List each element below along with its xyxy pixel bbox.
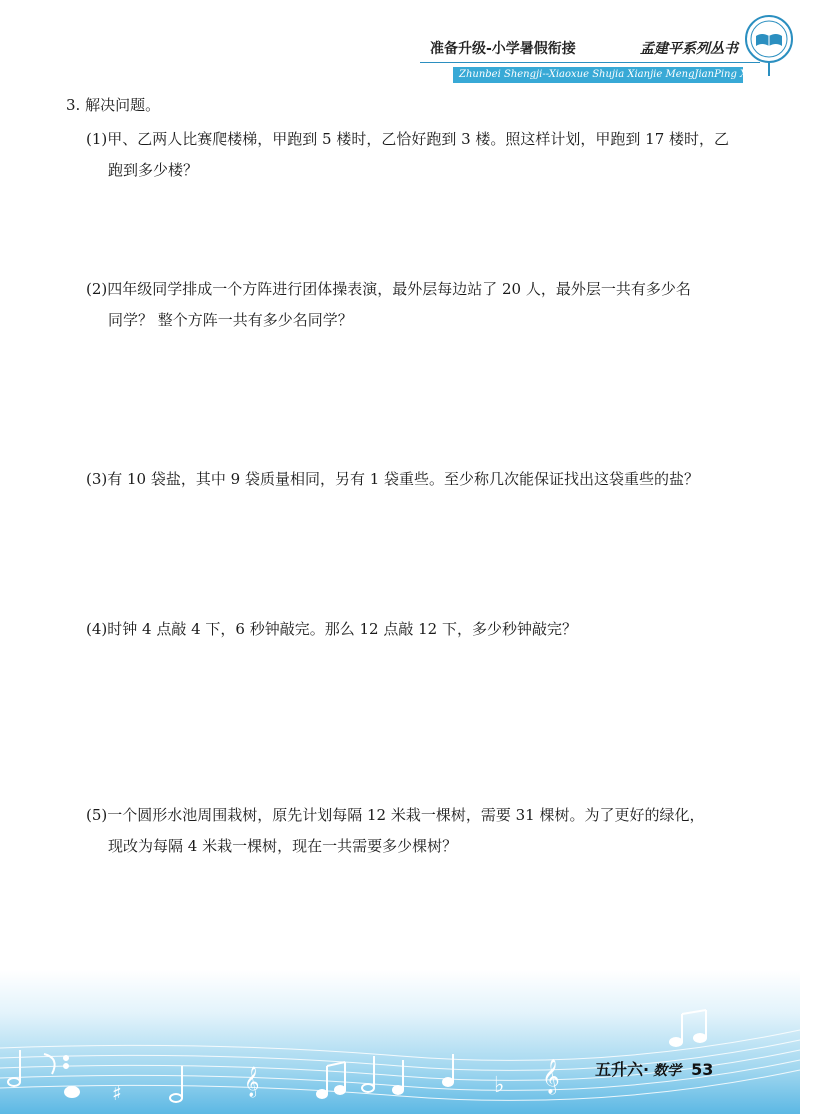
question-5 [86,800,756,862]
header-title: 准备升级-小学暑假衔接 [430,41,576,57]
page-number: 53 [691,1060,714,1079]
section-title: 3. 解决问题。 [66,96,161,114]
svg-text:𝄞: 𝄞 [244,1067,260,1097]
svg-text:𝄞: 𝄞 [542,1059,560,1094]
svg-text:♯: ♯ [112,1081,122,1105]
question-1 [86,124,756,186]
question-line: 同学？ 整个方阵一共有多少名同学？ [108,311,353,329]
header-pinyin: Zhunbei Shengji--Xiaoxue Shujia Xianjie MengJianPing XiLie Congshu [453,67,743,83]
question-3 [86,464,756,495]
music-notes-decoration [0,970,800,1114]
svg-text:♭: ♭ [494,1073,505,1098]
question-4 [86,614,756,645]
question-line: (2)四年级同学排成一个方阵进行团体操表演，最外层每边站了 20 人，最外层一共有多少名 [86,280,691,298]
question-line: (1)甲、乙两人比赛爬楼梯，甲跑到 5 楼时，乙恰好跑到 3 楼。照这样计划，甲跑到 17 楼时，乙 [86,130,730,148]
question-line: (5)一个圆形水池周围栽树，原先计划每隔 12 米栽一棵树，需要 31 棵树。为了更好的绿化， [86,806,705,824]
question-2 [86,274,756,336]
header-rule [420,62,760,63]
book-logo-icon [742,12,796,78]
header-series: 孟建平系列丛书 [640,41,738,57]
footer-band [0,970,800,1114]
question-line: (4)时钟 4 点敲 4 下，6 秒钟敲完。那么 12 点敲 12 下，多少秒钟敲完？ [86,620,577,638]
question-line: (3)有 10 袋盐，其中 9 袋质量相同，另有 1 袋重些。至少称几次能保证找出这袋重些的盐？ [86,470,700,488]
footer-dot: · [643,1060,650,1079]
question-line: 现改为每隔 4 米栽一棵树，现在一共需要多少棵树？ [108,837,458,855]
subject-name: 数学 [653,1063,682,1079]
book-name: 五升六 [595,1060,644,1079]
question-line: 跑到多少楼？ [108,161,199,179]
page-footer-label [595,1057,713,1080]
